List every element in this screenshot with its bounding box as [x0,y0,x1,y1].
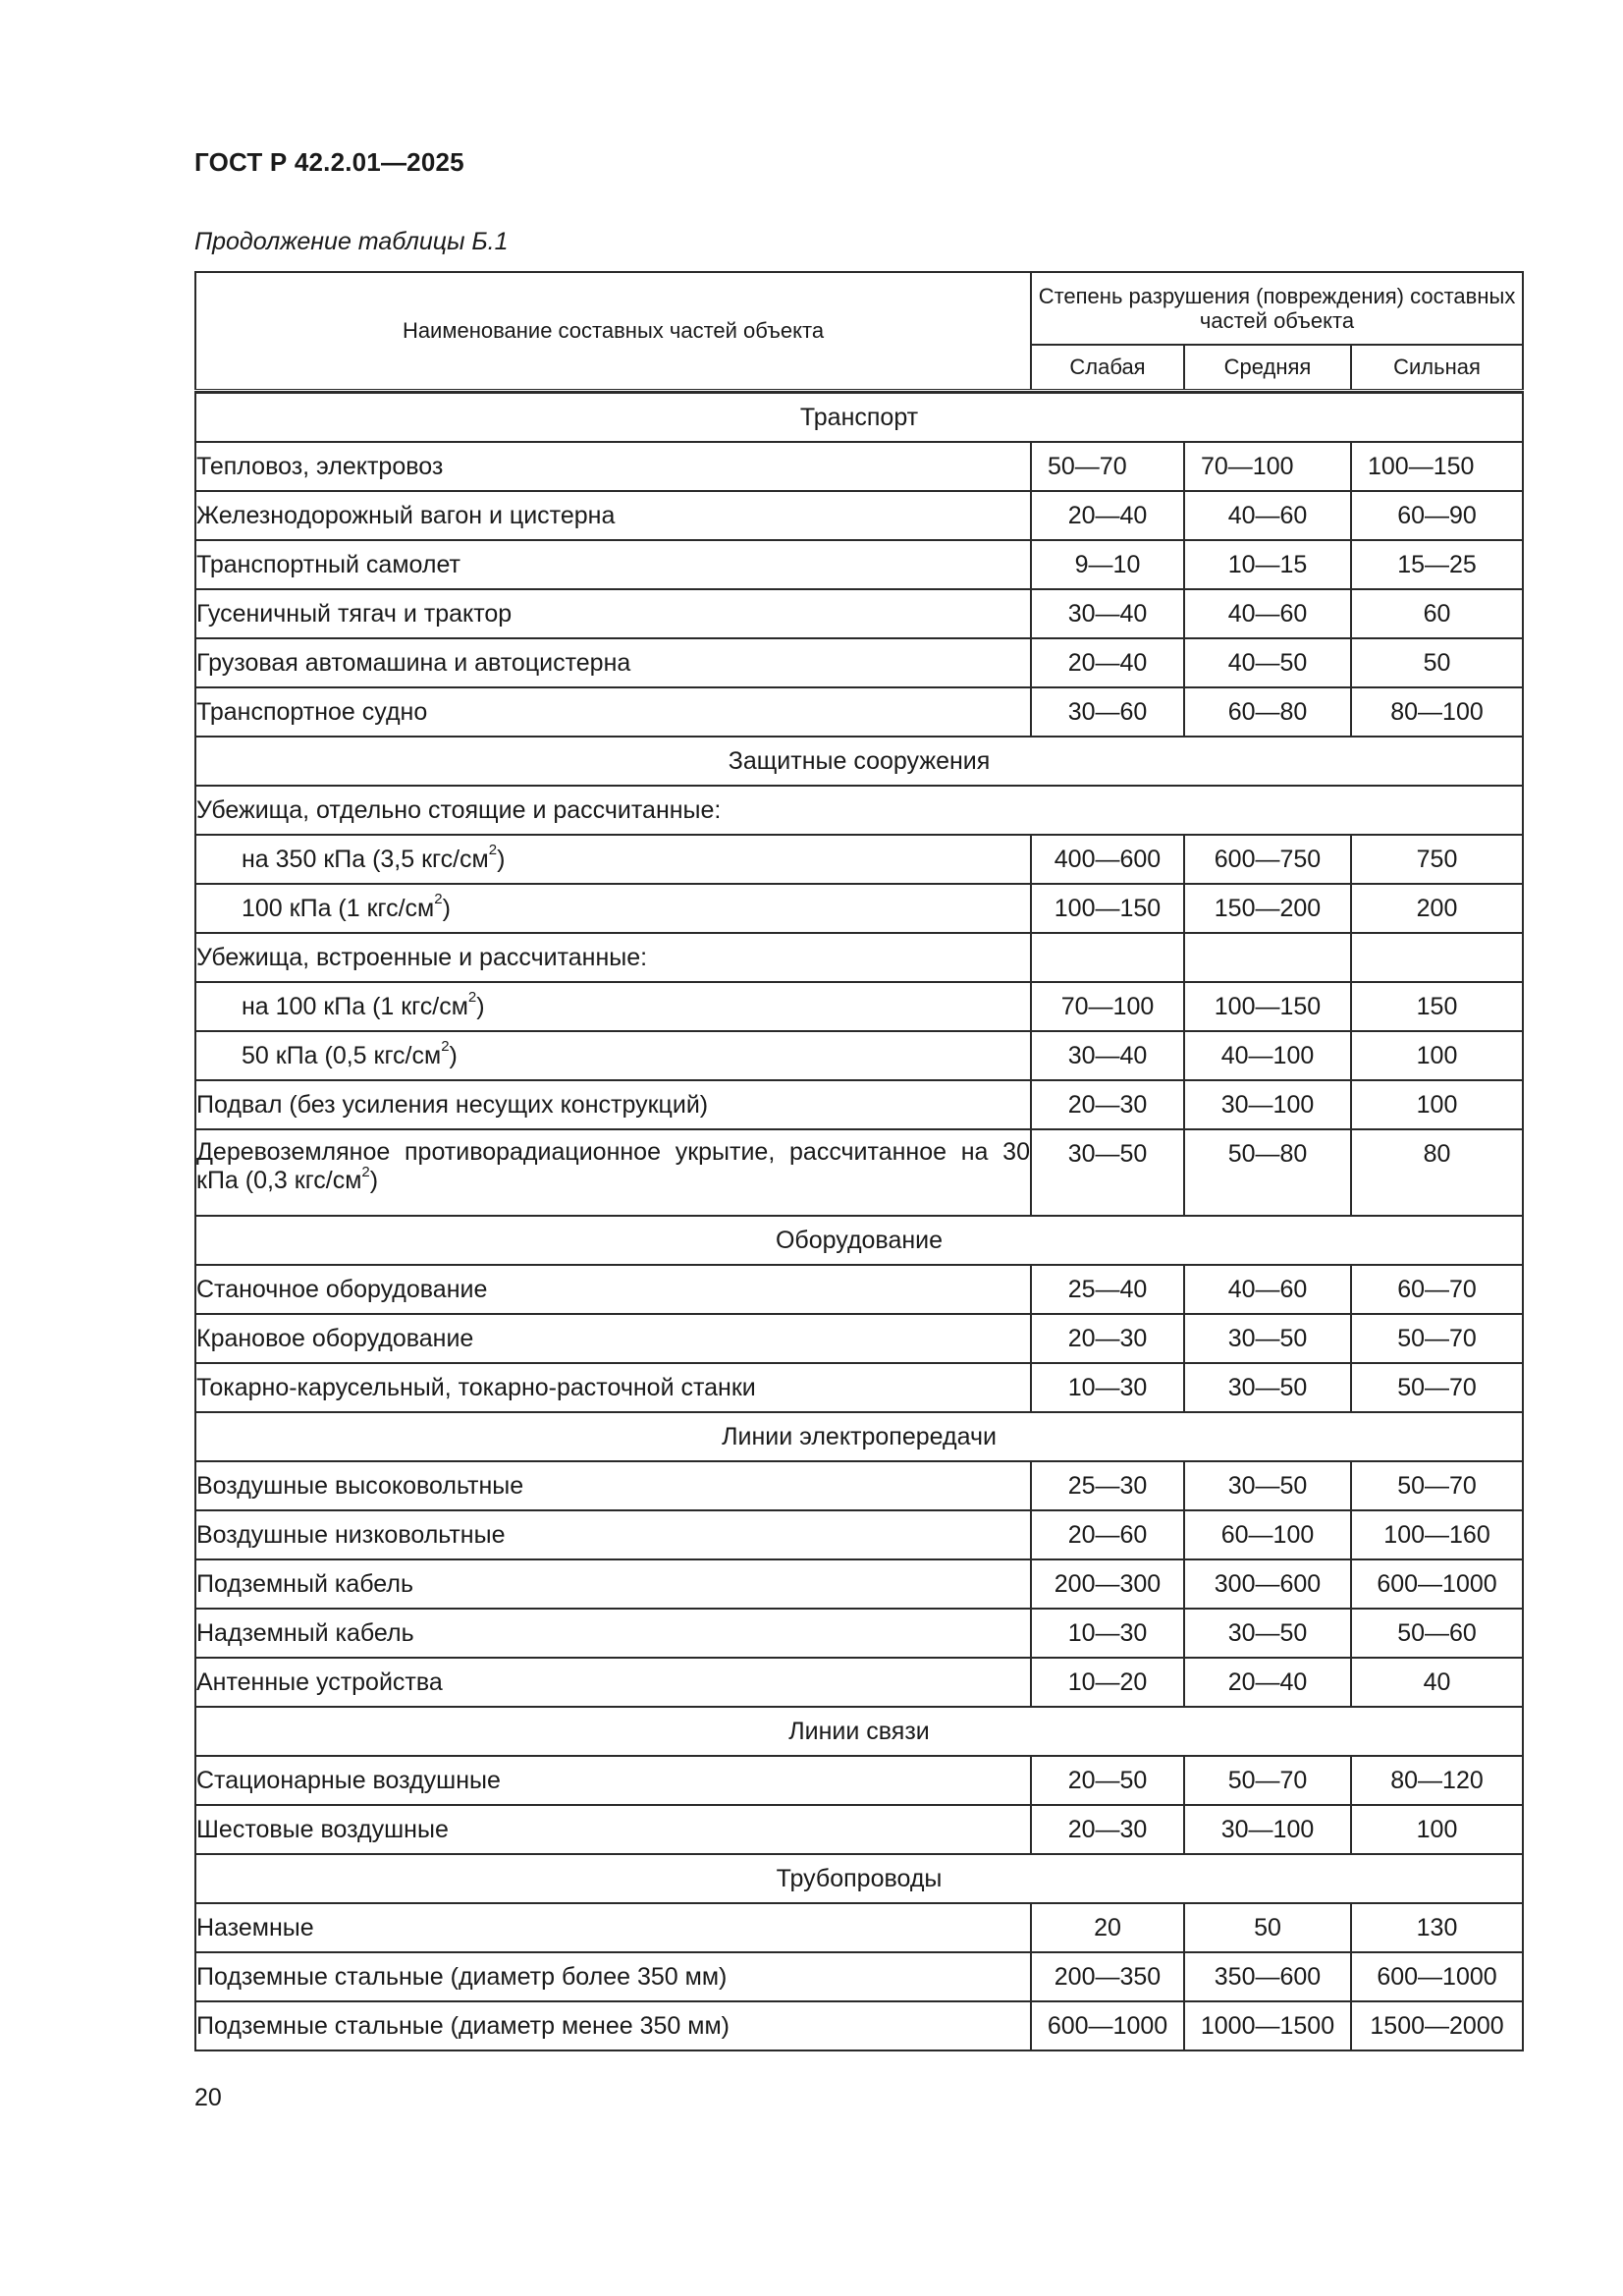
value-medium: 20—40 [1184,1658,1351,1707]
value-medium: 40—60 [1184,491,1351,540]
value-strong: 60—90 [1351,491,1523,540]
section-row [195,393,1523,442]
table-row [195,1461,1523,1510]
value-strong: 50—70 [1351,1314,1523,1363]
row-name [195,982,1031,1031]
column-group-header: Степень разрушения (повреждения) составных частей объекта [1031,272,1523,345]
row-name-text: Транспортное судно [196,697,428,726]
value-medium: 50—80 [1184,1129,1351,1216]
subheading-label: Убежища, отдельно стоящие и рассчитанные: [195,786,1523,835]
value-strong: 750 [1351,835,1523,884]
row-name [195,540,1031,589]
row-name-text: на 350 кПа (3,5 кгс/см [242,845,489,873]
section-title: Оборудование [195,1216,1523,1265]
row-name-text: Подземный кабель [196,1569,413,1598]
row-name [195,491,1031,540]
row-name [195,1031,1031,1080]
row-name [195,1658,1031,1707]
column-header-weak: Слабая [1031,345,1184,391]
row-name [195,1265,1031,1314]
value-weak: 20—60 [1031,1510,1184,1559]
table-row [195,491,1523,540]
value-weak: 25—40 [1031,1265,1184,1314]
value-medium: 1000—1500 [1184,2001,1351,2050]
section-title: Трубопроводы [195,1854,1523,1903]
table-row [195,884,1523,933]
value-strong: 100 [1351,1080,1523,1129]
value-medium: 40—60 [1184,1265,1351,1314]
value-weak: 200—350 [1031,1952,1184,2001]
value-medium: 70—100 [1184,442,1351,491]
value-weak: 400—600 [1031,835,1184,884]
row-name-text: Воздушные низковольтные [196,1520,506,1549]
row-name-text: Подземные стальные (диаметр менее 350 мм) [196,2011,730,2040]
value-strong: 15—25 [1351,540,1523,589]
row-name [195,1129,1031,1216]
row-name-text: Подземные стальные (диаметр более 350 мм) [196,1962,728,1991]
value-weak: 30—50 [1031,1129,1184,1216]
table-row [195,540,1523,589]
table-row [195,687,1523,737]
row-name-text: 50 кПа (0,5 кгс/см [242,1041,442,1069]
table-row [195,1265,1523,1314]
row-name-text: Стационарные воздушные [196,1766,501,1794]
column-header-name: Наименование составных частей объекта [195,272,1031,391]
row-name [195,835,1031,884]
value-strong: 200 [1351,884,1523,933]
section-row [195,1216,1523,1265]
unit-superscript: 2 [488,842,498,859]
row-name-text: Гусеничный тягач и трактор [196,599,513,628]
value-weak: 20—30 [1031,1080,1184,1129]
value-strong [1351,933,1523,982]
section-row [195,1854,1523,1903]
value-weak: 20—30 [1031,1805,1184,1854]
section-title: Транспорт [195,393,1523,442]
row-name-text: Грузовая автомашина и автоцистерна [196,648,631,677]
row-name-text: Деревоземляное противорадиационное укрытие, рассчитанное на 30 кПа (0,3 кгс/см [196,1138,1030,1194]
value-weak: 25—30 [1031,1461,1184,1510]
row-name-text: Шестовые воздушные [196,1815,449,1843]
table-row [195,1559,1523,1609]
table-row [195,1952,1523,2001]
row-name-tail: ) [476,992,485,1020]
row-name-tail: ) [449,1041,458,1069]
row-name-tail: ) [369,1167,379,1194]
table-row [195,1080,1523,1129]
value-weak: 20—40 [1031,638,1184,687]
value-medium [1184,933,1351,982]
value-strong: 40 [1351,1658,1523,1707]
value-weak: 20—40 [1031,491,1184,540]
unit-superscript: 2 [441,1038,450,1056]
table-row [195,1609,1523,1658]
unit-superscript: 2 [467,989,477,1007]
table-row [195,1031,1523,1080]
row-name [195,1314,1031,1363]
value-medium: 350—600 [1184,1952,1351,2001]
table-row [195,589,1523,638]
value-strong: 50 [1351,638,1523,687]
value-medium: 50 [1184,1903,1351,1952]
value-strong: 50—70 [1351,1363,1523,1412]
value-medium: 40—100 [1184,1031,1351,1080]
value-strong: 100 [1351,1031,1523,1080]
value-strong: 50—60 [1351,1609,1523,1658]
value-medium: 40—50 [1184,638,1351,687]
value-medium: 600—750 [1184,835,1351,884]
row-name-text: Станочное оборудование [196,1275,488,1303]
table-row [195,1510,1523,1559]
value-strong: 100 [1351,1805,1523,1854]
table-row [195,1756,1523,1805]
table-row [195,1363,1523,1412]
document-id: ГОСТ Р 42.2.01—2025 [194,147,464,177]
table-row [195,638,1523,687]
row-name-tail: ) [497,845,506,873]
value-medium: 60—100 [1184,1510,1351,1559]
table-row [195,1129,1523,1216]
value-weak: 50—70 [1031,442,1184,491]
row-name [195,1609,1031,1658]
section-row [195,1412,1523,1461]
value-strong: 150 [1351,982,1523,1031]
row-name-text: на 100 кПа (1 кгс/см [242,992,468,1020]
value-medium: 100—150 [1184,982,1351,1031]
table-row [195,1314,1523,1363]
value-weak: 20—50 [1031,1756,1184,1805]
section-title: Защитные сооружения [195,737,1523,786]
row-name-text: Наземные [196,1913,314,1941]
table-row [195,2001,1523,2050]
value-weak: 30—40 [1031,589,1184,638]
value-weak: 600—1000 [1031,2001,1184,2050]
unit-superscript: 2 [361,1163,370,1180]
table-row [195,835,1523,884]
row-name-tail: ) [442,894,451,922]
section-title: Линии связи [195,1707,1523,1756]
row-name [195,638,1031,687]
row-name-text: Подвал (без усиления несущих конструкций) [196,1090,709,1119]
row-name-text: Антенные устройства [196,1667,443,1696]
row-name [195,1080,1031,1129]
value-weak: 10—30 [1031,1363,1184,1412]
value-medium: 30—50 [1184,1314,1351,1363]
value-weak: 100—150 [1031,884,1184,933]
value-strong: 100—150 [1351,442,1523,491]
table-row [195,933,1523,982]
value-strong: 130 [1351,1903,1523,1952]
unit-superscript: 2 [434,891,443,908]
table-caption: Продолжение таблицы Б.1 [194,228,509,255]
row-name [195,933,1031,982]
value-medium: 150—200 [1184,884,1351,933]
row-name [195,884,1031,933]
row-name [195,687,1031,737]
value-medium: 30—50 [1184,1609,1351,1658]
value-strong: 80—120 [1351,1756,1523,1805]
column-header-strong: Сильная [1351,345,1523,391]
value-medium: 30—100 [1184,1805,1351,1854]
value-medium: 40—60 [1184,589,1351,638]
value-medium: 30—50 [1184,1461,1351,1510]
value-strong: 50—70 [1351,1461,1523,1510]
value-strong: 60—70 [1351,1265,1523,1314]
value-weak: 30—40 [1031,1031,1184,1080]
value-weak: 20—30 [1031,1314,1184,1363]
value-weak: 30—60 [1031,687,1184,737]
value-weak: 10—30 [1031,1609,1184,1658]
row-name [195,2001,1031,2050]
table-row [195,1903,1523,1952]
value-medium: 30—100 [1184,1080,1351,1129]
row-name-text: Крановое оборудование [196,1324,474,1352]
value-medium: 50—70 [1184,1756,1351,1805]
value-weak: 10—20 [1031,1658,1184,1707]
row-name [195,1510,1031,1559]
section-row [195,1707,1523,1756]
row-name-text: Транспортный самолет [196,550,460,578]
row-name [195,1903,1031,1952]
value-strong: 80—100 [1351,687,1523,737]
page-number: 20 [194,2084,222,2111]
table-body [195,391,1523,2051]
value-weak: 200—300 [1031,1559,1184,1609]
row-name [195,1805,1031,1854]
row-name [195,1756,1031,1805]
value-weak: 20 [1031,1903,1184,1952]
section-row [195,737,1523,786]
table-row [195,1805,1523,1854]
value-strong: 80 [1351,1129,1523,1216]
column-header-medium: Средняя [1184,345,1351,391]
value-medium: 60—80 [1184,687,1351,737]
value-strong: 600—1000 [1351,1952,1523,2001]
value-medium: 300—600 [1184,1559,1351,1609]
table-row [195,442,1523,491]
row-name [195,1559,1031,1609]
row-name-text: Убежища, встроенные и рассчитанные: [196,943,648,971]
value-weak: 70—100 [1031,982,1184,1031]
damage-degree-table [194,271,1524,2051]
value-medium: 10—15 [1184,540,1351,589]
row-name-text: Железнодорожный вагон и цистерна [196,501,616,529]
row-name [195,442,1031,491]
value-strong: 100—160 [1351,1510,1523,1559]
section-title: Линии электропередачи [195,1412,1523,1461]
row-name [195,1952,1031,2001]
row-name-text: Воздушные высоковольтные [196,1471,524,1500]
row-name-text: Тепловоз, электровоз [196,452,444,480]
data-table-container [194,271,1522,2051]
row-name-text: Токарно-карусельный, токарно-расточной станки [196,1373,756,1401]
row-name [195,1461,1031,1510]
value-weak [1031,933,1184,982]
table-row [195,982,1523,1031]
value-strong: 60 [1351,589,1523,638]
row-name-text: 100 кПа (1 кгс/см [242,894,435,922]
value-strong: 600—1000 [1351,1559,1523,1609]
row-name-text: Надземный кабель [196,1618,414,1647]
value-strong: 1500—2000 [1351,2001,1523,2050]
row-name [195,589,1031,638]
value-medium: 30—50 [1184,1363,1351,1412]
subheading-row [195,786,1523,835]
value-weak: 9—10 [1031,540,1184,589]
row-name [195,1363,1031,1412]
table-row [195,1658,1523,1707]
